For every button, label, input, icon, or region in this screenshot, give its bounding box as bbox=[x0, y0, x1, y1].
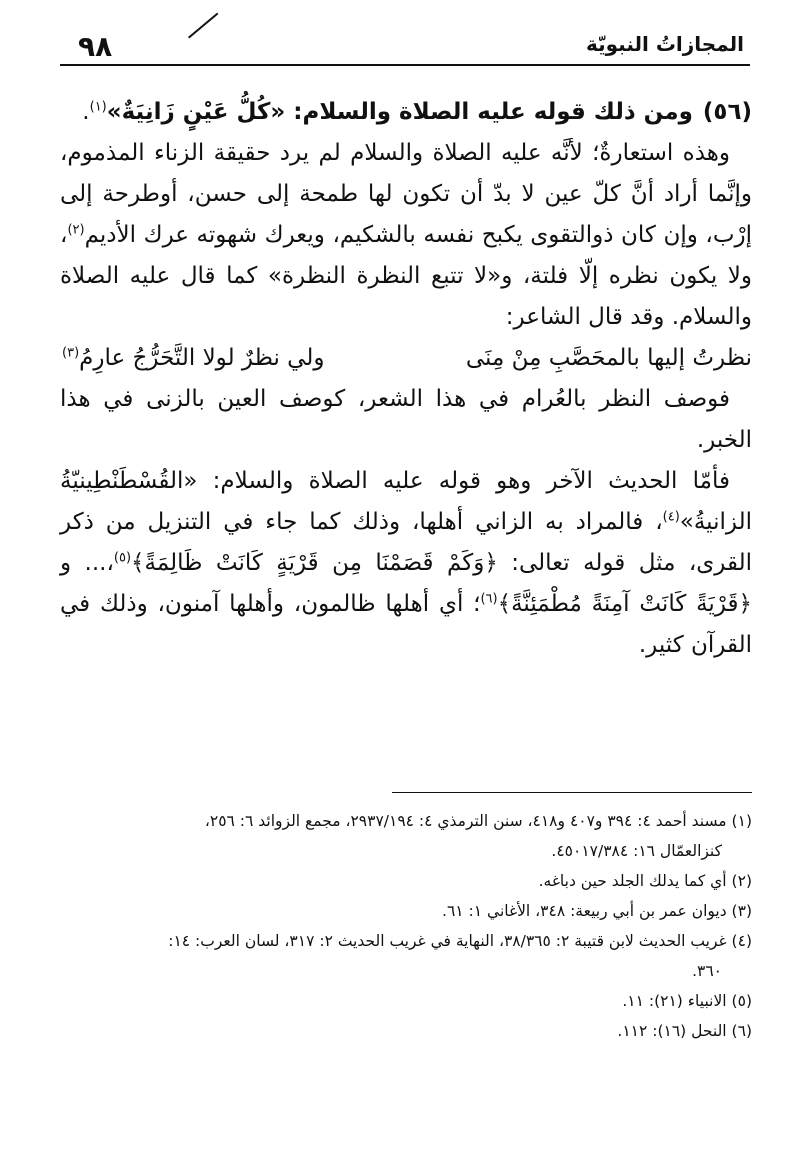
footnote-4-continued: ٣٦٠. bbox=[692, 962, 722, 980]
footnote-ref-4: (٤) bbox=[662, 509, 680, 525]
footnote-text: مسند أحمد ٤: ٣٩٤ و٤٠٧ و٤١٨، سنن الترمذي ٤: ٢٩٣٧/١٩٤، مجمع الزوائد ٦: ٢٥٦، bbox=[204, 812, 727, 830]
p2-text: وهذه استعارةٌ؛ لأنَّه عليه الصلاة والسلام لم يرد حقيقة الزناء المذموم، وإنَّما أراد أنَّ كلّ عين لا بدّ أن تكون لها طمحة إلى حسن، أوطرحة إلى إرْب، وإن كان ذوالتقوى يكبح نفسه بالشكيم، ويعرك شهوته عرك الأديم bbox=[60, 140, 752, 248]
main-text bbox=[60, 92, 752, 666]
page-number: ٩٨ bbox=[78, 30, 113, 63]
header-slant-line bbox=[188, 13, 218, 39]
paragraph-poem-comment: فوصف النظر بالعُرام في هذا الشعر، كوصف العين بالزنى في هذا الخبر. bbox=[60, 386, 752, 453]
footnote-text: غريب الحديث لابن قتيبة ٢: ٣٨/٣٦٥، النهاية في غريب الحديث ٢: ٣١٧، لسان العرب: ١٤: bbox=[168, 932, 727, 950]
header-rule bbox=[60, 64, 750, 66]
footnote-ref-3: (٣) bbox=[62, 345, 80, 361]
footnote-text: الانبياء (٢١): ١١. bbox=[622, 992, 727, 1010]
p4-mid: ، فالمراد به الزاني أهلها، وذلك كما جاء في التنزيل من ذكر القرى، مثل قوله تعالى: ﴿وَكَمْ قَصَمْنَا مِن قَرْيَةٍ كَانَتْ ظَالِمَةً﴾ bbox=[60, 509, 752, 576]
p1-end: . bbox=[82, 99, 90, 125]
poem-second-text: ولي نظرٌ لولا التَّحَرُّجُ عارِمُ bbox=[79, 345, 325, 371]
hadith-text: ومن ذلك قوله عليه الصلاة والسلام: «كُلُّ عَيْنٍ زَانِيَةٌ» bbox=[106, 99, 693, 125]
poem-verse bbox=[60, 338, 752, 379]
paragraph-constantinople bbox=[60, 461, 752, 666]
footnote-marker: (٤) bbox=[731, 932, 752, 950]
footnote-1-continued: كنزالعمّال ١٦: ٤٥٠١٧/٣٨٤. bbox=[551, 842, 722, 860]
footnote-ref-1: (١) bbox=[89, 99, 107, 115]
footnote-2 bbox=[60, 866, 752, 896]
p4-end: ؛ أي أهلها ظالمون، وأهلها آمنون، وذلك في القرآن كثير. bbox=[60, 591, 752, 658]
footnote-3 bbox=[60, 896, 752, 926]
footnote-4 bbox=[60, 926, 752, 956]
hadith-number: (٥٦) bbox=[702, 99, 752, 125]
footnote-ref-5: (٥) bbox=[113, 550, 132, 566]
footnote-1 bbox=[60, 806, 752, 836]
p4-mid2: ،... و ﴿قَرْيَةً كَانَتْ آمِنَةً مُطْمَئِنَّةً﴾ bbox=[60, 550, 752, 617]
p2-end: ، ولا يكون نظره إلّا فلتة، و«لا تتبع النظرة النظرة» كما قال عليه الصلاة والسلام. وقد قال الشاعر: bbox=[60, 222, 752, 330]
footnote-marker: (٢) bbox=[731, 872, 752, 890]
footnote-marker: (٥) bbox=[731, 992, 752, 1010]
running-title: المجازاتُ النبويّة bbox=[586, 32, 744, 56]
footnote-ref-2: (٢) bbox=[67, 222, 85, 238]
footnote-marker: (٣) bbox=[731, 902, 752, 920]
footnotes bbox=[60, 806, 752, 1046]
paragraph-56 bbox=[60, 92, 752, 133]
p4-start: فأمّا الحديث الآخر وهو قوله عليه الصلاة والسلام: «القُسْطَنْطِينيّةُ الزانيةُ» bbox=[60, 468, 752, 535]
footnote-6 bbox=[60, 1016, 752, 1046]
footnote-text: النحل (١٦): ١١٢. bbox=[617, 1022, 727, 1040]
poem-second-hemistich bbox=[62, 338, 324, 379]
paragraph-explanation bbox=[60, 133, 752, 338]
footnote-marker: (٦) bbox=[731, 1022, 752, 1040]
page-header bbox=[60, 28, 750, 72]
footnote-marker: (١) bbox=[731, 812, 752, 830]
poem-first-hemistich: نظرتُ إليها بالمحَصَّبِ مِنْ مِنَى bbox=[465, 345, 752, 371]
footnote-5 bbox=[60, 986, 752, 1016]
footnote-separator bbox=[392, 792, 752, 793]
footnote-text: ديوان عمر بن أبي ربيعة: ٣٤٨، الأغاني ١: ٦١. bbox=[442, 902, 727, 920]
footnote-ref-6: (٦) bbox=[480, 591, 498, 607]
footnote-text: أي كما يدلك الجلد حين دباغه. bbox=[538, 872, 727, 890]
